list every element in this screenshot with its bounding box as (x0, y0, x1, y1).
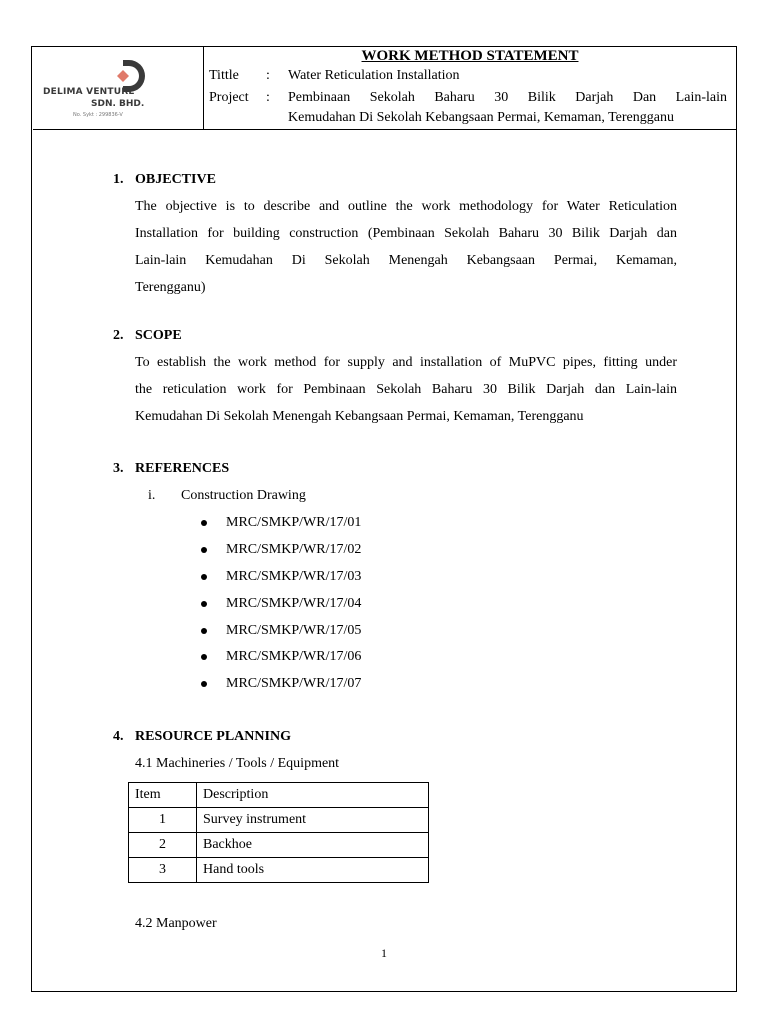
paragraph-line: Lain-lain Kemudahan Di Sekolah Menengah Kebangsaan Permai, Kemaman, (135, 253, 677, 268)
section-references-heading (113, 459, 229, 479)
company-suffix: SDN. BHD. (91, 99, 145, 109)
paragraph-line: Terengganu) (135, 280, 206, 295)
document-title: WORK METHOD STATEMENT (361, 48, 579, 64)
project-value-line1: Pembinaan Sekolah Baharu 30 Bilik Darjah Dan Lain-lain (288, 90, 727, 105)
section-number: 4. (113, 729, 124, 744)
drawing-number: MRC/SMKP/WR/17/03 (226, 569, 362, 584)
bullet-icon (201, 547, 207, 553)
table-cell-description: Hand tools (197, 858, 429, 883)
bullet-icon (201, 574, 207, 580)
table-cell-item: 1 (129, 808, 197, 833)
section-resource-planning-heading (113, 727, 291, 747)
section-number: 3. (113, 461, 124, 476)
title-value: Water Reticulation Installation (288, 68, 460, 83)
section-objective-heading (113, 170, 216, 190)
table-cell-item: 2 (129, 833, 197, 858)
reference-sub-label: Construction Drawing (181, 488, 306, 503)
page-number: 1 (381, 946, 387, 960)
subsection-manpower: 4.2 Manpower (135, 916, 217, 931)
drawing-number: MRC/SMKP/WR/17/06 (226, 649, 362, 664)
reference-sub-number: i. (148, 488, 156, 503)
paragraph-line: Kemudahan Di Sekolah Menengah Kebangsaan Permai, Kemaman, Terengganu (135, 409, 584, 424)
section-title: REFERENCES (135, 461, 230, 476)
drawing-number: MRC/SMKP/WR/17/05 (226, 623, 362, 638)
paragraph-line: To establish the work method for supply and installation of MuPVC pipes, fitting under (135, 355, 677, 370)
drawing-number: MRC/SMKP/WR/17/01 (226, 515, 362, 530)
section-title: RESOURCE PLANNING (135, 729, 291, 744)
company-logo (33, 46, 204, 130)
project-colon: : (266, 90, 270, 105)
table-cell-item: 3 (129, 858, 197, 883)
bullet-icon (201, 628, 207, 634)
table-row (129, 808, 429, 833)
table-header-row (129, 783, 429, 808)
title-label: Tittle (209, 68, 239, 83)
company-name: DELIMA VENTURE (43, 87, 135, 97)
scope-paragraph (135, 349, 677, 430)
paragraph-line: the reticulation work for Pembinaan Sekolah Baharu 30 Bilik Darjah dan Lain-lain (135, 382, 677, 397)
table-row (129, 833, 429, 858)
bullet-icon (201, 601, 207, 607)
company-registration: No. Sykt : 299836-V (73, 112, 123, 118)
section-number: 2. (113, 328, 124, 343)
project-value-line2: Kemudahan Di Sekolah Kebangsaan Permai, Kemaman, Terengganu (288, 110, 674, 125)
table-cell-description: Survey instrument (197, 808, 429, 833)
section-title: SCOPE (135, 328, 182, 343)
equipment-table (128, 782, 429, 883)
drawing-number: MRC/SMKP/WR/17/07 (226, 676, 362, 691)
paragraph-line: Installation for building construction (Pembinaan Sekolah Baharu 30 Bilik Darjah dan (135, 226, 677, 241)
title-colon: : (266, 68, 270, 83)
project-label: Project (209, 90, 249, 105)
section-scope-heading (113, 326, 182, 346)
objective-paragraph (135, 193, 677, 301)
table-row (129, 858, 429, 883)
subsection-machineries: 4.1 Machineries / Tools / Equipment (135, 756, 340, 771)
bullet-icon (201, 681, 207, 687)
drawing-number: MRC/SMKP/WR/17/04 (226, 596, 362, 611)
bullet-icon (201, 520, 207, 526)
table-cell-description: Backhoe (197, 833, 429, 858)
section-number: 1. (113, 172, 124, 187)
bullet-icon (201, 654, 207, 660)
table-header-description: Description (197, 783, 429, 808)
drawing-number: MRC/SMKP/WR/17/02 (226, 542, 362, 557)
section-title: OBJECTIVE (135, 172, 216, 187)
document-header (33, 46, 736, 130)
table-header-item: Item (129, 783, 197, 808)
paragraph-line: The objective is to describe and outline the work methodology for Water Reticulation (135, 199, 677, 214)
